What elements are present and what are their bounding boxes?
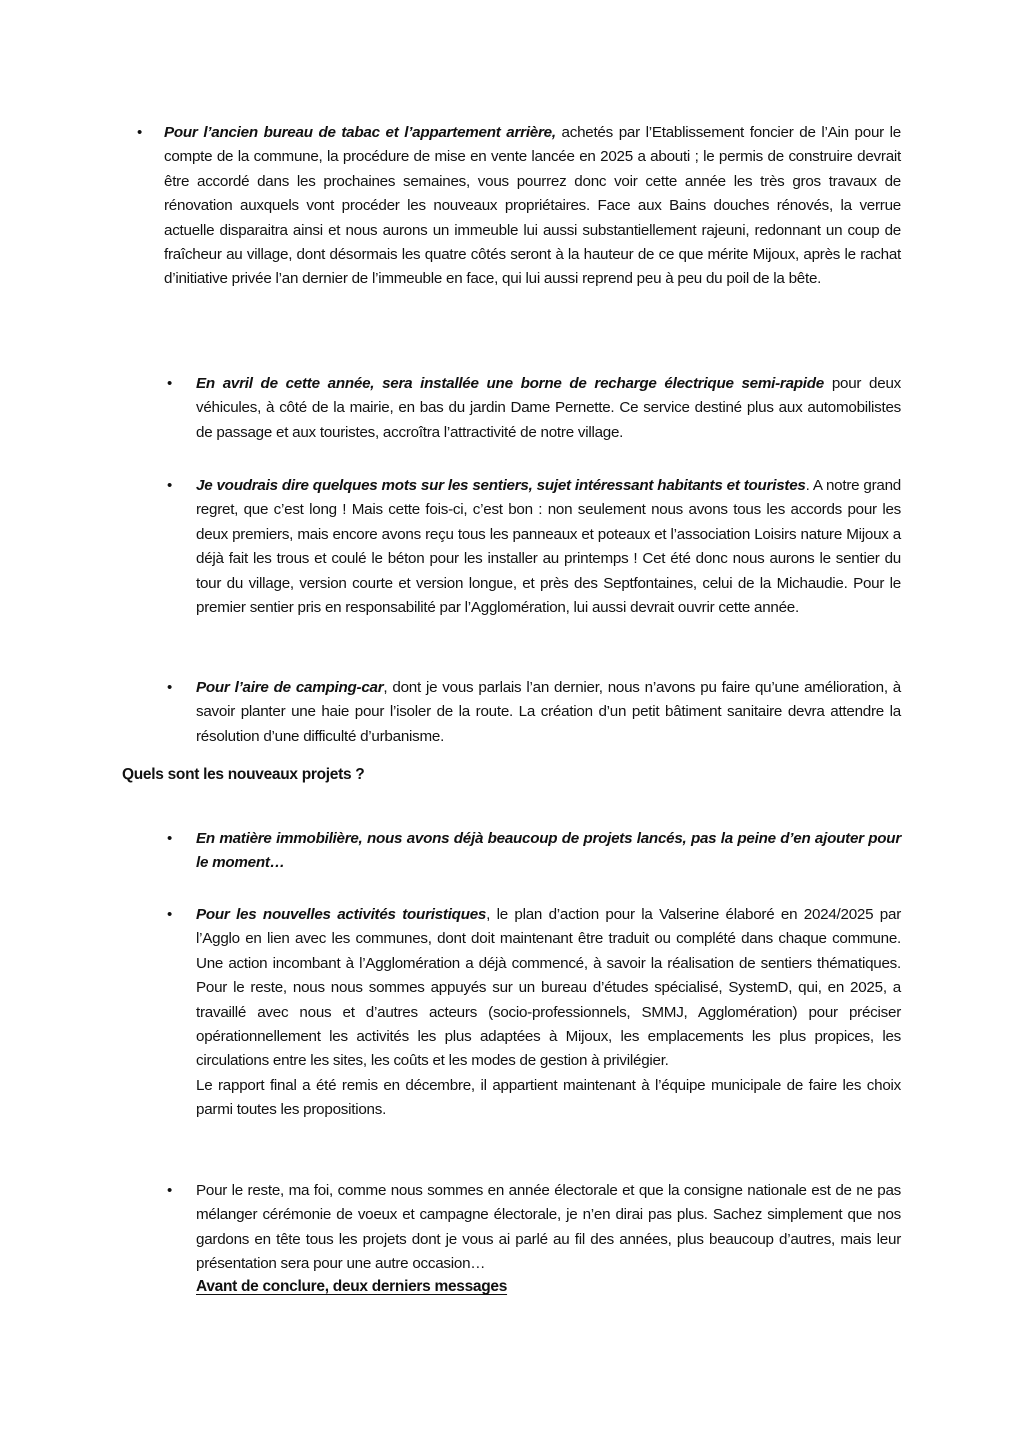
bullet-text: , le plan d’action pour la Valserine élaboré en 2024/2025 par l’Agglo en lien avec les communes, dont doit maintenant être traduit ou complété dans chaque commune. Une action incombant à l’Agglomération a déjà commencé, à savoir la réalisation de sentiers thématiques. Pour le reste, nous nous sommes appuyés sur un bureau d’études spécialisé, SystemD, qui, en 2025, a travaillé avec nous et d’autres acteurs (socio-professionnels, SMMJ, Agglomération) pour préciser opérationnellement les activités les plus adaptées à Mijoux, les emplacements les plus propices, les circulations entre les sites, les coûts et les modes de gestion à privilégier. (196, 906, 901, 1070)
bullet-immobiliere (167, 827, 901, 876)
section-heading-nouveaux-projets: Quels sont les nouveaux projets ? (122, 766, 365, 783)
paragraph (196, 372, 901, 445)
bullet-icon: • (167, 375, 173, 392)
paragraph (196, 827, 901, 876)
bullet-text: , dont je vous parlais l’an dernier, nous n’avons pu faire qu’une amélioration, à savoir planter une haie pour l’isoler de la route. La création d’un petit bâtiment sanitaire devra attendre la résolution d’une difficulté d’urbanisme. (196, 679, 902, 745)
bullet-lead: En avril de cette année, sera installée une borne de recharge électrique semi-rapide (196, 375, 824, 392)
bullet-text: achetés par l’Etablissement foncier de l’Ain pour le compte de la commune, la procédure de mise en vente lancée en 2025 a abouti ; le permis de construire devrait être accordé dans les prochaines semaines, vous pourrez donc voir cette année les très gros travaux de rénovation auxquels vont procéder les nouveaux propriétaires. Face aux Bains douches rénovés, la verrue actuelle disparaitra ainsi et nous aurons un immeuble lui aussi substantiellement rajeuni, redonnant un coup de fraîcheur au village, dont désormais les quatre côtés seront à la hauteur de ce que mérite Mijoux, après le rachat d’initiative privée l’an dernier de l’immeuble en face, qui lui aussi reprend peu à peu du poil de la bête. (164, 124, 901, 288)
bullet-sentiers (167, 474, 901, 620)
bullet-pour-le-reste (167, 1179, 901, 1277)
bullet-icon: • (167, 906, 173, 923)
bullet-icon: • (167, 830, 173, 847)
bullet-tabac (137, 121, 901, 292)
bullet-lead: Pour l’ancien bureau de tabac et l’appartement arrière, (164, 124, 556, 141)
bullet-lead: Pour les nouvelles activités touristiques (196, 906, 487, 923)
paragraph (196, 474, 901, 620)
bullet-icon: • (137, 124, 143, 141)
bullet-icon: • (167, 679, 173, 696)
bullet-text: pour deux véhicules, à côté de la mairie, en bas du jardin Dame Pernette. Ce service destiné plus aux automobilistes de passage et aux touristes, accroîtra l’attractivité de notre village. (196, 375, 901, 441)
bullet-icon: • (167, 477, 173, 494)
bullet-text: . A notre grand regret, que c’est long ! Mais cette fois-ci, c’est bon : non seulement nous avons tous les accords pour les deux premiers, mais encore avons reçu tous les panneaux et poteaux et l’association Loisirs nature Mijoux a déjà fait les trous et coulé le béton pour les installer au printemps ! Cet été donc nous aurons le sentier du tour du village, version courte et version longue, et près des Septfontaines, celui de la Michaudie. Pour le premier sentier pris en responsabilité par l’Agglomération, lui aussi devrait ouvrir cette année. (196, 477, 901, 617)
bullet-borne-recharge (167, 372, 901, 445)
paragraph (196, 1179, 901, 1277)
bullet-text: Pour le reste, ma foi, comme nous sommes en année électorale et que la consigne nationale est de ne pas mélanger cérémonie de voeux et campagne électorale, je n’en dirai pas plus. Sachez simplement que nos gardons en tête tous les projets dont je vous ai parlé au fil des années, plus beaucoup d’autres, mais leur présentation sera pour une autre occasion… (196, 1182, 901, 1273)
section-heading-avant-de-conclure: Avant de conclure, deux derniers messages (196, 1278, 508, 1295)
paragraph-continuation: Le rapport final a été remis en décembre, il appartient maintenant à l’équipe municipale de faire les choix parmi toutes les propositions. (196, 1076, 901, 1119)
paragraph (164, 121, 901, 292)
paragraph (196, 903, 901, 1074)
paragraph (196, 676, 901, 749)
bullet-activites-touristiques (167, 903, 901, 1123)
bullet-lead: Pour l’aire de camping-car (196, 679, 384, 696)
bullet-camping-car (167, 676, 902, 749)
bullet-lead: En matière immobilière, nous avons déjà beaucoup de projets lancés, pas la peine d’en ajouter pour le moment… (196, 830, 901, 872)
bullet-lead: Je voudrais dire quelques mots sur les sentiers, sujet intéressant habitants et touristes (196, 477, 806, 494)
bullet-icon: • (167, 1182, 173, 1199)
